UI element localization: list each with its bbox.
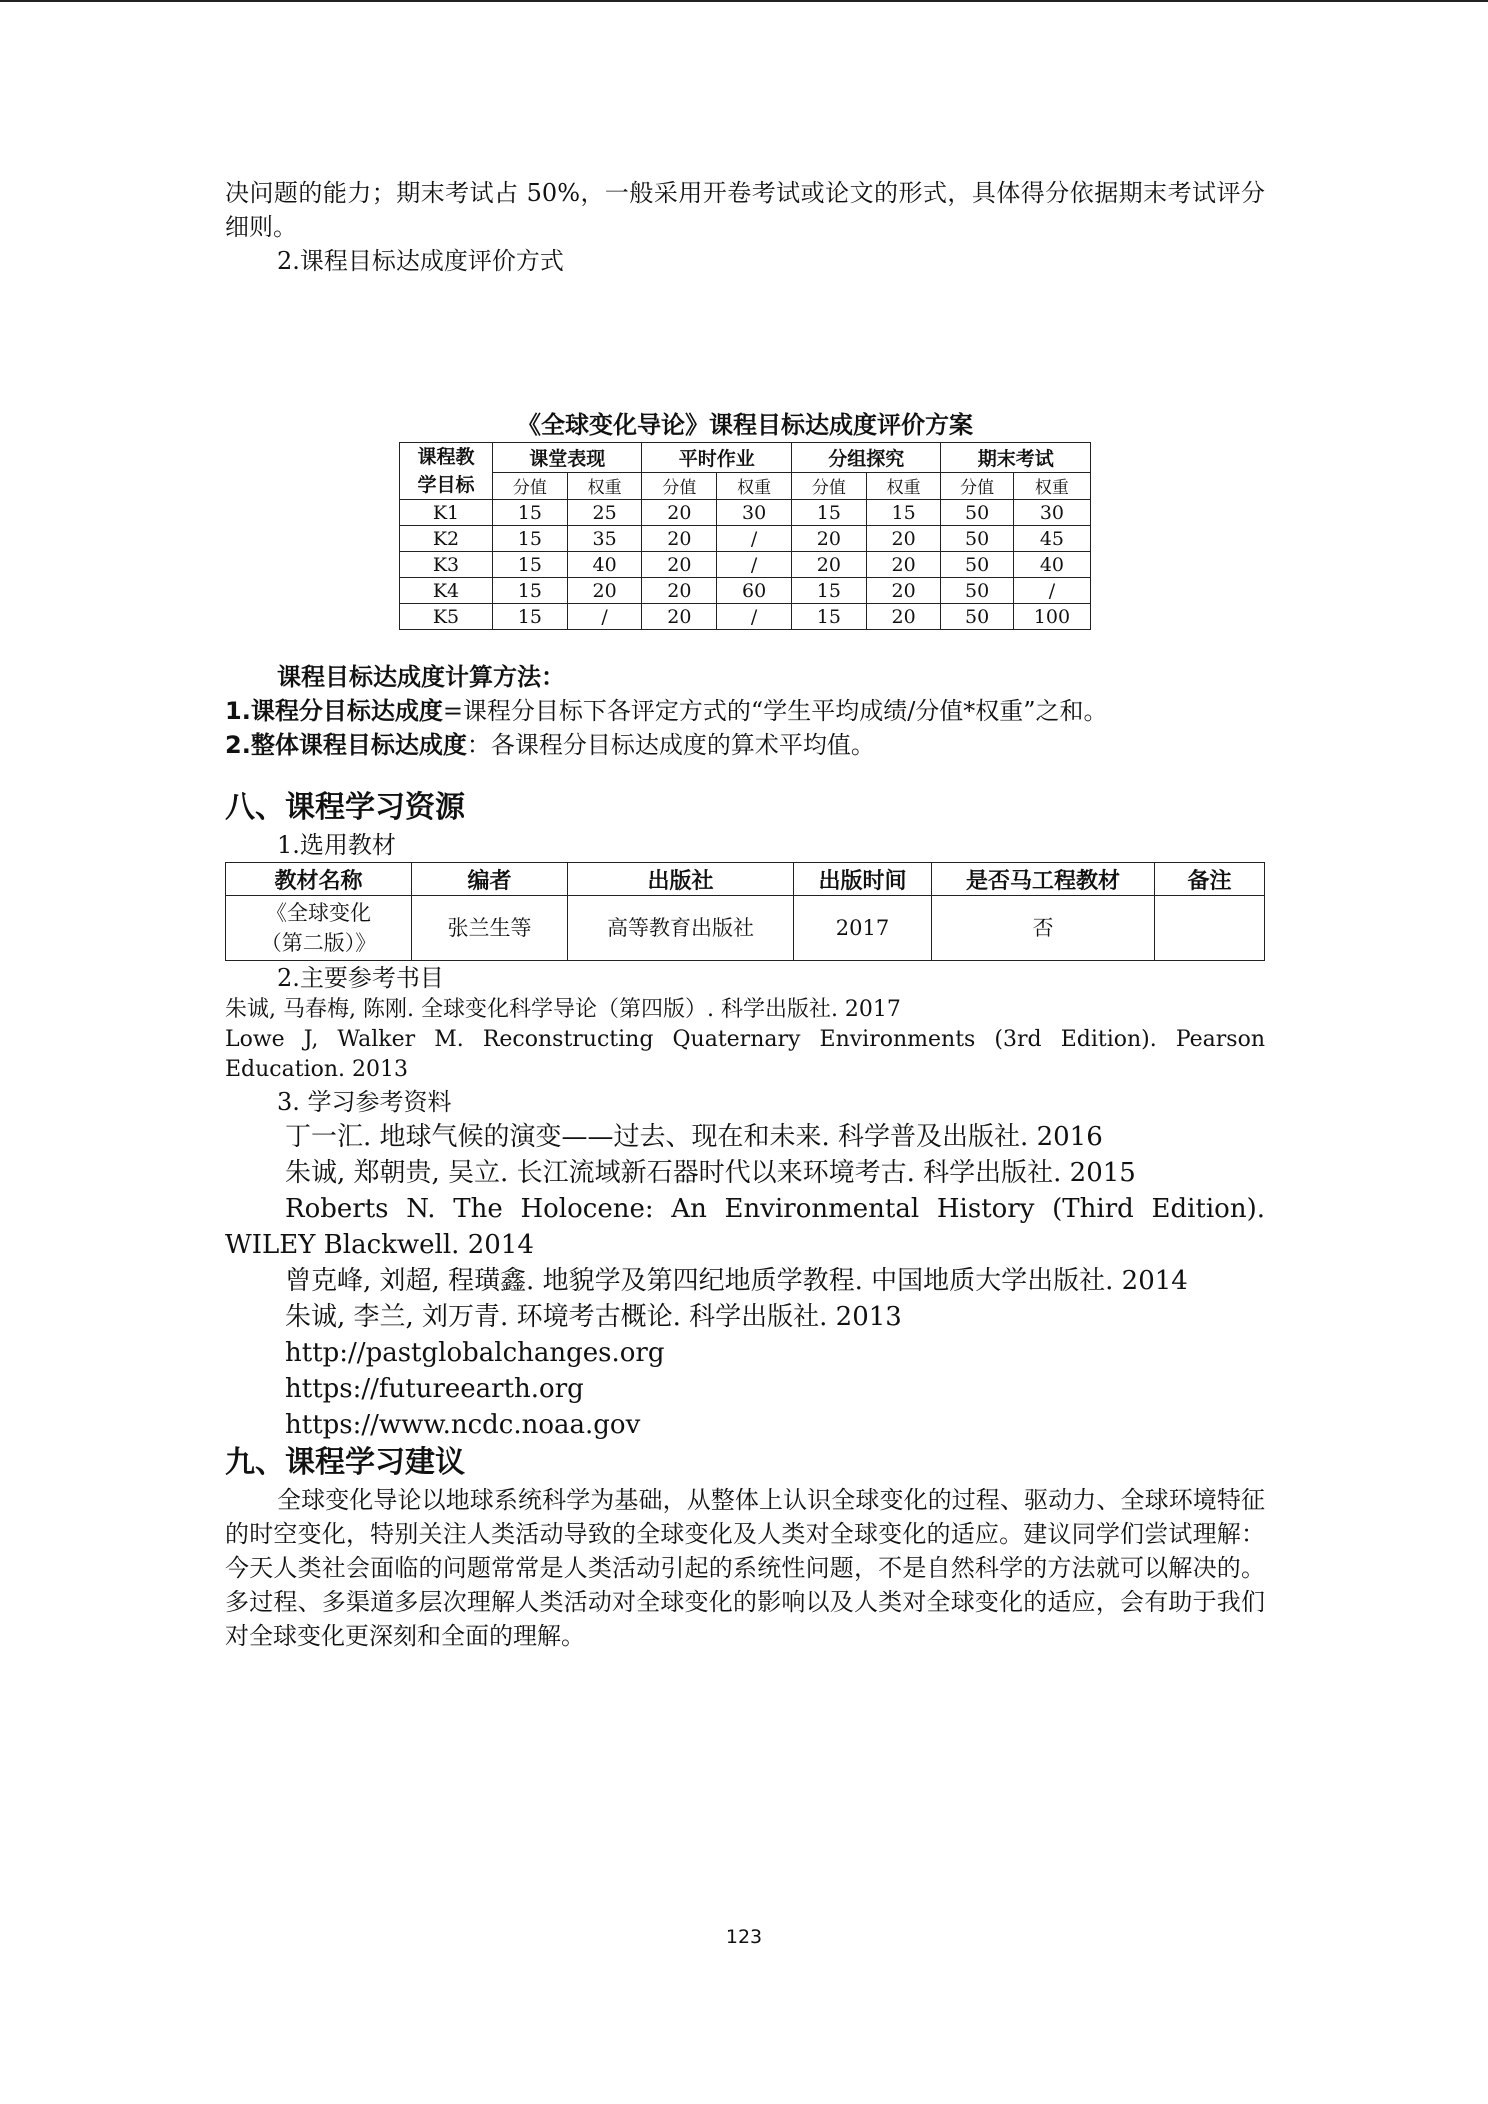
eval-group-header: 课堂表现	[493, 443, 642, 473]
eval-goal-cell: K3	[400, 552, 493, 578]
books-header: 教材名称	[226, 863, 412, 896]
eval-row	[400, 500, 1091, 526]
books-header: 备注	[1155, 863, 1265, 896]
page-top-border	[0, 0, 1488, 2]
material-item: 朱诚, 郑朝贵, 吴立. 长江流域新石器时代以来环境考古. 科学出版社. 2015	[285, 1158, 1136, 1188]
eval-value-cell: 20	[866, 552, 941, 578]
resource-link[interactable]: https://www.ncdc.noaa.gov	[285, 1410, 641, 1440]
eval-row	[400, 552, 1091, 578]
eval-value-cell: 30	[1013, 500, 1090, 526]
eval-value-cell: 20	[866, 526, 941, 552]
eval-value-cell: 35	[567, 526, 642, 552]
section-9-heading: 九、课程学习建议	[225, 1445, 465, 1480]
eval-sub-header: 分值	[642, 472, 717, 499]
eval-value-cell: 15	[493, 526, 568, 552]
eval-value-cell: 60	[717, 578, 792, 604]
eval-corner-cell	[400, 443, 493, 500]
eval-value-cell: 25	[567, 500, 642, 526]
page-number: 123	[725, 1926, 763, 1948]
material-item: 曾克峰, 刘超, 程璜鑫. 地貌学及第四纪地质学教程. 中国地质大学出版社. 2014	[285, 1266, 1188, 1296]
resource-link[interactable]: https://futureearth.org	[285, 1374, 584, 1404]
textbook-label: 1.选用教材	[277, 831, 396, 859]
eval-sub-header: 权重	[866, 472, 941, 499]
book-note	[1155, 896, 1265, 961]
books-header: 是否马工程教材	[932, 863, 1155, 896]
resource-link[interactable]: http://pastglobalchanges.org	[285, 1338, 665, 1368]
section-9-paragraph: 全球变化导论以地球系统科学为基础，从整体上认识全球变化的过程、驱动力、全球环境特征的时空变化，特别关注人类活动导致的全球变化及人类对全球变化的适应。建议同学们尝试理解：今天人类社会面临的问题常常是人类活动引起的系统性问题，不是自然科学的方法就可以解决的。多过程、多渠道多层次理解人类活动对全球变化的影响以及人类对全球变化的适应，会有助于我们对全球变化更深刻和全面的理解。	[225, 1486, 1265, 1650]
book-name-line-1: 《全球变化	[266, 901, 371, 925]
eval-group-header: 平时作业	[642, 443, 791, 473]
calc-item-2-text: ：各课程分目标达成度的算术平均值。	[466, 731, 875, 759]
calc-item-1	[225, 694, 1265, 728]
eval-value-cell: 40	[567, 552, 642, 578]
book-name-cell	[226, 896, 412, 961]
eval-value-cell: 15	[493, 500, 568, 526]
eval-group-header: 分组探究	[791, 443, 940, 473]
page-content	[225, 176, 1265, 1653]
book-is-mgc: 否	[932, 896, 1155, 961]
intro-subheading: 2.课程目标达成度评价方式	[277, 247, 564, 275]
calc-item-1-term: 1.课程分目标达成度	[225, 697, 443, 725]
reference-item: 朱诚, 马春梅, 陈刚. 全球变化科学导论（第四版）. 科学出版社. 2017	[225, 997, 901, 1022]
eval-value-cell: 15	[791, 578, 866, 604]
eval-sub-header: 权重	[567, 472, 642, 499]
eval-value-cell: 15	[493, 604, 568, 630]
eval-value-cell: 20	[642, 578, 717, 604]
eval-value-cell: 15	[791, 604, 866, 630]
books-header: 出版时间	[794, 863, 932, 896]
section-8-heading: 八、课程学习资源	[225, 790, 465, 825]
eval-row	[400, 526, 1091, 552]
eval-row	[400, 604, 1091, 630]
refs-label: 2.主要参考书目	[277, 964, 444, 992]
book-name-line-2: （第二版）》	[260, 931, 377, 955]
textbook-table	[225, 862, 1265, 961]
eval-sub-header: 分值	[493, 472, 568, 499]
eval-value-cell: 50	[941, 500, 1013, 526]
calc-item-2-term: 2.整体课程目标达成度	[225, 731, 467, 759]
book-year: 2017	[794, 896, 932, 961]
eval-row	[400, 578, 1091, 604]
book-editor: 张兰生等	[412, 896, 568, 961]
eval-sub-header: 分值	[941, 472, 1013, 499]
eval-value-cell: 20	[642, 552, 717, 578]
eval-value-cell: 20	[642, 526, 717, 552]
eval-value-cell: 20	[791, 526, 866, 552]
eval-sub-header: 权重	[717, 472, 792, 499]
reference-item: Lowe J, Walker M. Reconstructing Quaternary Environments (3rd Edition). Pearson Education. 2013	[225, 1027, 1265, 1082]
eval-value-cell: /	[717, 604, 792, 630]
eval-value-cell: 15	[791, 500, 866, 526]
eval-value-cell: 50	[941, 578, 1013, 604]
eval-corner-label: 课程教学目标	[417, 446, 475, 496]
eval-table-body	[400, 500, 1091, 630]
books-header: 编者	[412, 863, 568, 896]
eval-value-cell: /	[1013, 578, 1090, 604]
eval-value-cell: 15	[866, 500, 941, 526]
calc-item-2	[225, 728, 1265, 762]
material-item: 丁一汇. 地球气候的演变——过去、现在和未来. 科学普及出版社. 2016	[285, 1122, 1103, 1152]
eval-value-cell: 20	[866, 578, 941, 604]
eval-value-cell: 30	[717, 500, 792, 526]
eval-goal-cell: K2	[400, 526, 493, 552]
eval-value-cell: 50	[941, 526, 1013, 552]
material-item: Roberts N. The Holocene: An Environmental History (Third Edition). WILEY Blackwell. 2014	[225, 1194, 1265, 1260]
eval-value-cell: 15	[493, 552, 568, 578]
eval-value-cell: 20	[866, 604, 941, 630]
materials-label: 3. 学习参考资料	[277, 1088, 452, 1116]
eval-value-cell: /	[717, 552, 792, 578]
books-header: 出版社	[568, 863, 794, 896]
book-publisher: 高等教育出版社	[568, 896, 794, 961]
eval-value-cell: /	[567, 604, 642, 630]
eval-value-cell: 20	[791, 552, 866, 578]
eval-table	[399, 442, 1091, 630]
eval-value-cell: 100	[1013, 604, 1090, 630]
eval-goal-cell: K4	[400, 578, 493, 604]
intro-paragraph: 决问题的能力；期末考试占 50%，一般采用开卷考试或论文的形式，具体得分依据期末考试评分细则。	[225, 179, 1265, 241]
eval-goal-cell: K1	[400, 500, 493, 526]
eval-value-cell: 40	[1013, 552, 1090, 578]
eval-value-cell: 50	[941, 552, 1013, 578]
calc-title: 课程目标达成度计算方法：	[277, 663, 565, 691]
material-item: 朱诚, 李兰, 刘万青. 环境考古概论. 科学出版社. 2013	[285, 1302, 902, 1332]
eval-sub-header: 分值	[791, 472, 866, 499]
eval-value-cell: 15	[493, 578, 568, 604]
eval-value-cell: 45	[1013, 526, 1090, 552]
eval-value-cell: 20	[642, 500, 717, 526]
eval-sub-header: 权重	[1013, 472, 1090, 499]
eval-value-cell: 50	[941, 604, 1013, 630]
eval-value-cell: 20	[642, 604, 717, 630]
eval-goal-cell: K5	[400, 604, 493, 630]
eval-table-title: 《全球变化导论》课程目标达成度评价方案	[517, 411, 973, 439]
eval-group-header: 期末考试	[941, 443, 1091, 473]
eval-value-cell: 20	[567, 578, 642, 604]
calc-item-1-text: =课程分目标下各评定方式的“学生平均成绩/分值*权重”之和。	[442, 697, 1108, 725]
eval-value-cell: /	[717, 526, 792, 552]
